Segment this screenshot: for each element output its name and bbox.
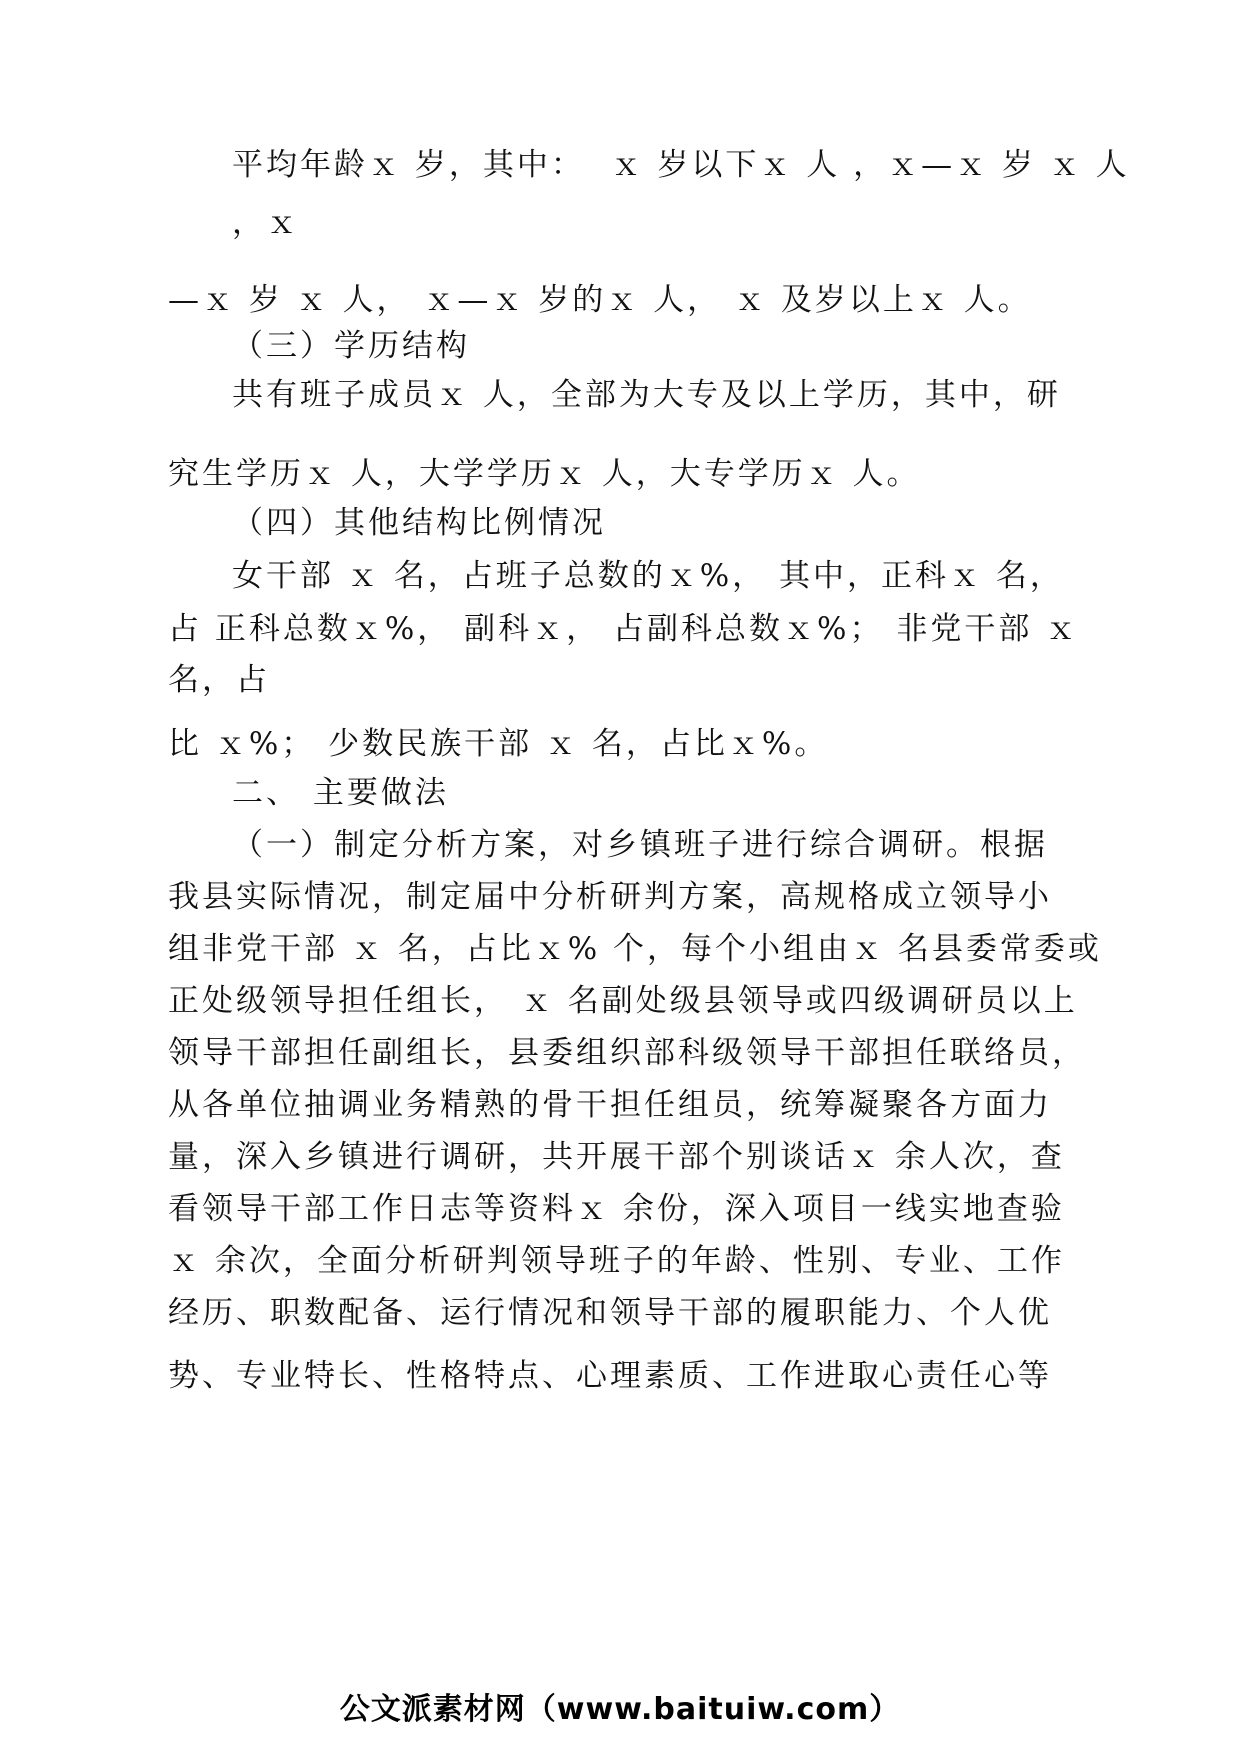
- text-line: 看领导干部工作日志等资料ｘ 余份，深入项目一线实地查验: [168, 1191, 1065, 1227]
- text-line: 势、专业特长、性格特点、心理素质、工作进取心责任心等: [168, 1358, 1052, 1394]
- text-line: 我县实际情况，制定届中分析研判方案，高规格成立领导小: [168, 879, 1052, 915]
- text-line: 从各单位抽调业务精熟的骨干担任组员，统筹凝聚各方面力: [168, 1087, 1052, 1123]
- footer-watermark: 公文派素材网（www.baituiw.com）: [339, 1692, 901, 1727]
- text-line: 共有班子成员ｘ 人，全部为大专及以上学历，其中，研: [232, 377, 1061, 413]
- text-line: 究生学历ｘ 人，大学学历ｘ 人，大专学历ｘ 人。: [168, 456, 921, 492]
- section-heading: （三）学历结构: [232, 328, 470, 364]
- text-line: ，ｘ: [232, 205, 300, 241]
- text-line: ｘ 余次，全面分析研判领导班子的年龄、性别、专业、工作: [168, 1243, 1065, 1279]
- text-line: 平均年龄ｘ 岁，其中： ｘ 岁以下ｘ 人 ，ｘ—ｘ 岁 ｘ 人: [232, 147, 1130, 183]
- text-line: —ｘ 岁 ｘ 人， ｘ—ｘ 岁的ｘ 人， ｘ 及岁以上ｘ 人。: [168, 282, 1032, 318]
- text-line: 经历、职数配备、运行情况和领导干部的履职能力、个人优: [168, 1295, 1052, 1331]
- section-heading: 二、 主要做法: [232, 775, 449, 811]
- text-line: 占 正科总数ｘ%， 副科ｘ， 占副科总数ｘ%； 非党干部 ｘ: [168, 611, 1080, 647]
- text-line: 女干部 ｘ 名，占班子总数的ｘ%， 其中，正科ｘ 名，: [232, 558, 1064, 594]
- text-line: （一）制定分析方案，对乡镇班子进行综合调研。根据: [232, 827, 1048, 863]
- text-line: 领导干部担任副组长，县委组织部科级领导干部担任联络员，: [168, 1035, 1086, 1071]
- text-line: 比 ｘ%； 少数民族干部 ｘ 名，占比ｘ%。: [168, 726, 829, 762]
- text-line: 组非党干部 ｘ 名，占比ｘ% 个，每个小组由ｘ 名县委常委或: [168, 931, 1102, 967]
- section-heading: （四）其他结构比例情况: [232, 505, 606, 541]
- text-line: 量，深入乡镇进行调研，共开展干部个别谈话ｘ 余人次，查: [168, 1139, 1065, 1175]
- text-line: 正处级领导担任组长， ｘ 名副处级县领导或四级调研员以上: [168, 983, 1078, 1019]
- text-line: 名，占: [168, 662, 270, 698]
